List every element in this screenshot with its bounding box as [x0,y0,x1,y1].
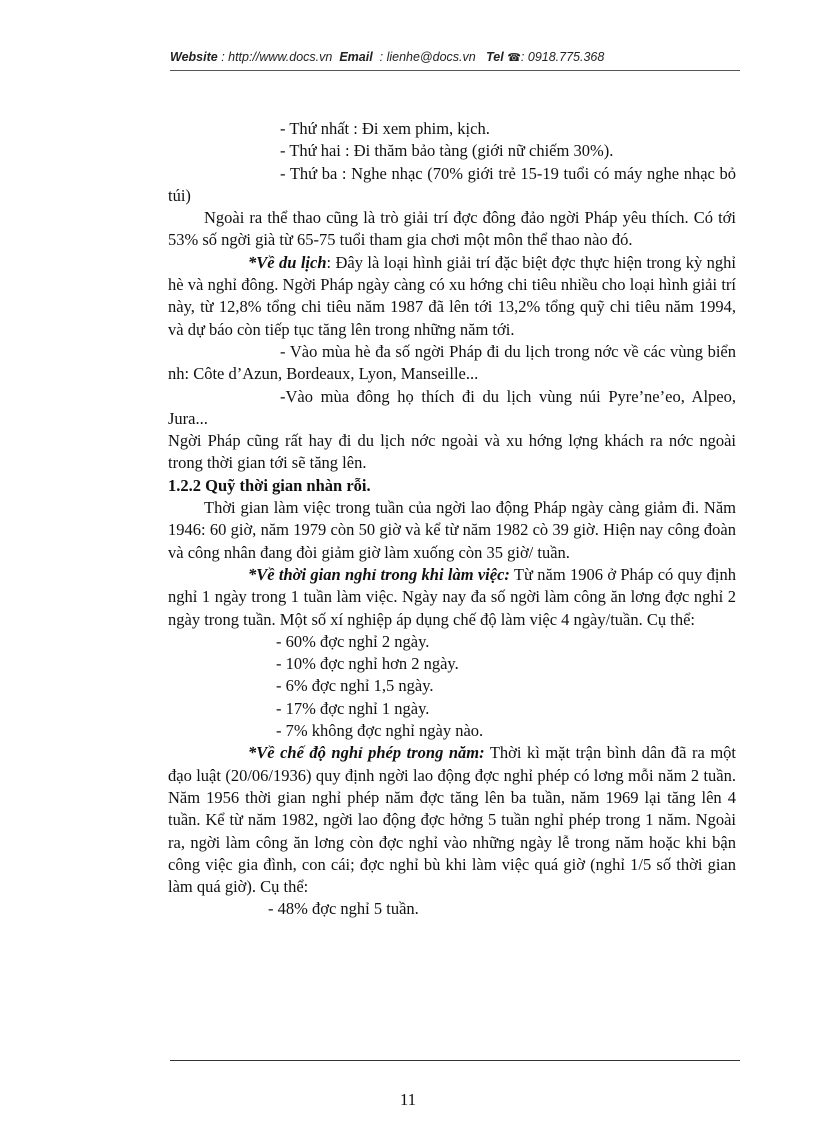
website-label: Website [170,50,218,64]
paragraph-lead: *Về chế độ nghỉ phép trong năm: [248,743,485,763]
paragraph-text: : Đây là loại hình giải trí đặc biệt đợc thực hiện trong kỳ nghỉ hè và nghỉ đông. Ngời Pháp ngày càng có xu hớng chi tiêu nhiều cho loại hình giải trí này, từ 12,8% tổng chi tiêu năm 1987 đã lên tới 13,2% tổng quỹ chi tiêu năm 1994, và dự báo còn tiếp tục tăng lên trong những năm tới. [168,252,736,339]
list-item: - 48% đợc nghỉ 5 tuần. [268,899,419,919]
paragraph-text: Thời kì mặt trận bình dân đã ra một đạo luật (20/06/1936) quy định ngời lao động đợc nghỉ phép có lơng mỗi năm 2 tuần. Năm 1956 thời gian nghỉ phép năm đợc tăng lên ba tuần, năm 1969 lại tăng lên 4 tuần. Kể từ năm 1982, ngời lao động đợc hởng 5 tuần nghỉ phép trong 1 năm. Ngoài ra, ngời làm công ăn lơng còn đợc nghỉ vào những ngày lễ trong năm hoặc khi bận công việc gia đình, con cái; đợc nghỉ bù khi làm việc quá giờ (nghỉ 1/5 số thời gian làm quá giờ). Cụ thể: [168,743,736,897]
paragraph: Ngoài ra thể thao cũng là trò giải trí đợc đông đảo ngời Pháp yêu thích. Có tới 53% số ngời già từ 65-75 tuổi tham gia chơi một môn thể thao nào đó. [168,208,736,250]
list-item: - 10% đợc nghỉ hơn 2 ngày. [276,654,459,674]
tel-label: Tel [486,50,504,64]
page-number: 11 [399,1090,417,1109]
paragraph [168,742,736,898]
paragraph [168,564,736,631]
paragraph-lead: *Về thời gian nghỉ trong khi làm việc: [248,564,510,584]
list-item: - 6% đợc nghỉ 1,5 ngày. [276,676,434,696]
list-item: - Thứ nhất : Đi xem phim, kịch. [280,119,490,138]
page-header [170,50,740,64]
list-item: - Thứ hai : Đi thăm bảo tàng (giới nữ chiếm 30%). [280,141,614,161]
tel-number: : 0918.775.368 [520,50,605,64]
paragraph: Ngời Pháp cũng rất hay đi du lịch nớc ngoài và xu hớng lợng khách ra nớc ngoài trong thời gian tới sẽ tăng lên. [168,431,736,473]
phone-icon: ☎ [507,52,521,64]
header-divider [170,70,740,71]
email-address[interactable]: : lienhe@docs.vn [379,50,476,64]
section-heading: 1.2.2 Quỹ thời gian nhàn rỗi. [168,475,371,495]
paragraph-lead: *Về du lịch [248,252,327,272]
email-label: Email [339,50,373,64]
website-url[interactable]: : http://www.docs.vn [221,50,333,64]
list-item: - 17% đợc nghỉ 1 ngày. [276,698,430,718]
paragraph: -Vào mùa đông họ thích đi du lịch vùng núi Pyre’ne’eo, Alpeo, Jura... [168,386,736,428]
paragraph: - Vào mùa hè đa số ngời Pháp đi du lịch trong nớc về các vùng biển nh: Côte d’Azun, Bordeaux, Lyon, Manseille... [168,341,736,384]
footer-divider [170,1060,740,1061]
paragraph: Thời gian làm việc trong tuần của ngời lao động Pháp ngày càng giảm đi. Năm 1946: 60 giờ, năm 1979 còn 50 giờ và kể từ năm 1982 cò 39 giờ. Hiện nay công đoàn và công nhân đang đòi giảm giờ làm xuống còn 35 giờ/ tuần. [168,498,736,562]
paragraph-text: Từ năm 1906 ở Pháp có quy định nghỉ 1 ngày trong 1 tuần làm việc. Ngày nay đa số ngời làm công ăn lơng đợc nghỉ 2 ngày trong tuần. Một số xí nghiệp áp dụng chế độ làm việc 4 ngày/tuần. Cụ thể: [168,564,737,629]
paragraph [168,252,736,341]
list-item: - Thứ ba : Nghe nhạc (70% giới trẻ 15-19 tuổi có máy nghe nhạc bỏ túi) [168,163,736,205]
list-item: - 60% đợc nghỉ 2 ngày. [276,631,430,651]
document-body [168,118,736,921]
list-item: - 7% không đợc nghỉ ngày nào. [276,721,484,741]
